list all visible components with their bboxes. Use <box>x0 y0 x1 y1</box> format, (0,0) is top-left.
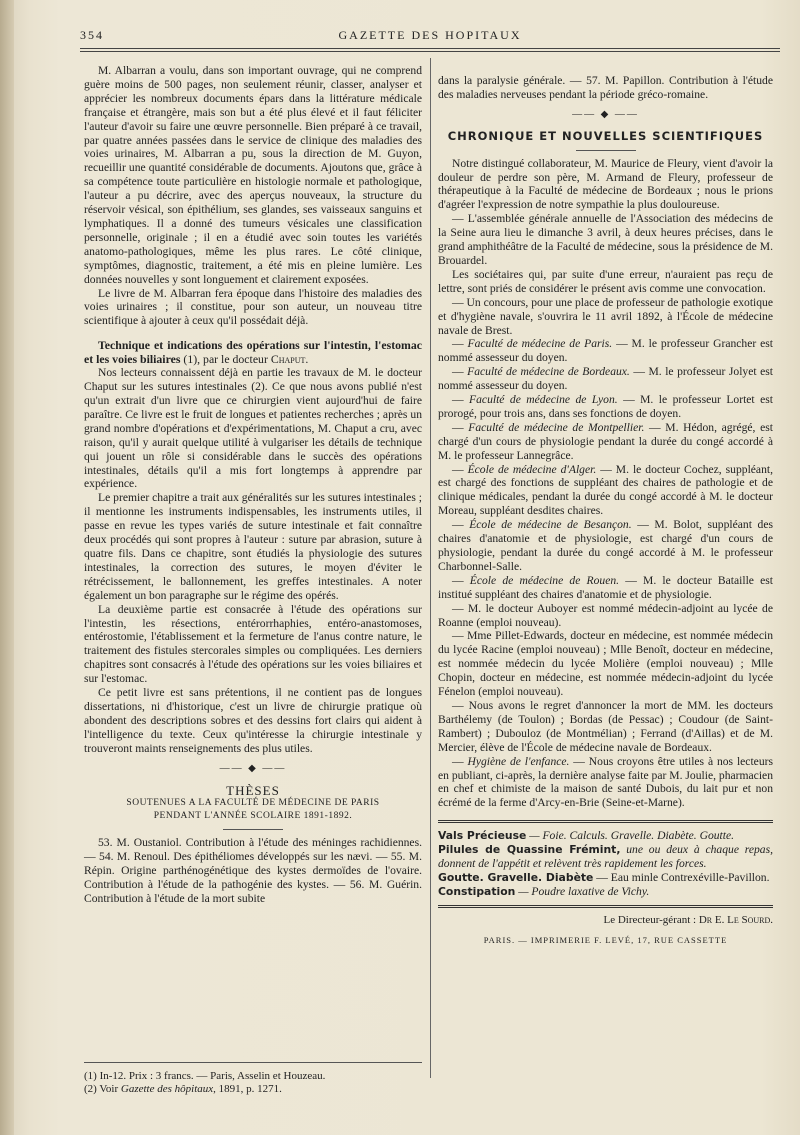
paragraph: Ce petit livre est sans prétentions, il ne contient pas de longues dissertations, ni d'historique, c'est un livre de chirurgie pratique où abondent des descriptions sobres et des dessins fort clairs qui aident à l'intelligence du texte. Ceux qu'intéresse la chirurgie intestinale y trouveront maints renseignements des plus utiles. <box>84 686 422 755</box>
paragraph: — L'assemblée générale annuelle de l'Association des médecins de la Seine aura lieu le dimanche 3 avril, à deux heures précises, dans le grand amphithéâtre de la Faculté de médecine, sous la présidence de M. Brouardel. <box>438 212 773 267</box>
left-column <box>84 64 422 906</box>
paragraph: Le livre de M. Albarran fera époque dans l'histoire des maladies des voies urinaires ; il constitue, pour son auteur, un nouveau titre scientifique à ajouter à ceux qu'il possédait déjà. <box>84 286 422 328</box>
advertisement: Pilules de Quassine Frémint, une ou deux à chaque repas, donnent de l'appétit et relèvent très rapidement les forces. <box>438 843 773 871</box>
page-number: 354 <box>80 28 104 42</box>
header-rule <box>80 48 780 52</box>
binding-spine <box>0 0 14 1135</box>
advertisement: Goutte. Gravelle. Diabète — Eau minle Contrexéville-Pavillon. <box>438 870 770 884</box>
paragraph: — M. le docteur Auboyer est nommé médecin-adjoint au lycée de Roanne (emploi nouveau). <box>438 601 773 629</box>
news-item: — Faculté de médecine de Montpellier. — M. Hédon, agrégé, est chargé d'un cours de physiologie pendant la durée du congé accordé à M. le professeur Lannegrâce. <box>438 420 773 462</box>
ad-rule <box>438 820 773 823</box>
paragraph: La deuxième partie est consacrée à l'étude des opérations sur l'intestin, les résections, entérorrhaphies, entéro-anastomoses, entérostomie, l'établissement et la fermeture de l'anus contre nature, le traitement des fistules stercorales simples ou compliquées. Les derniers chapitres sont consacrés à l'étude des opérations sur les voies biliaires et sur l'estomac. <box>84 602 422 686</box>
theses-subtitle: SOUTENUES A LA FACULTÉ DE MÉDECINE DE PARIS <box>126 798 380 809</box>
section-heading <box>84 338 422 366</box>
ad-rule <box>438 905 773 908</box>
news-item: — École de médecine de Besançon. — M. Bolot, suppléant des chaires d'anatomie et de physiologie, est chargé d'un cours de physiologie, pendant la durée du congé accordé à M. le professeur Charbonnel-Salle. <box>438 518 773 573</box>
right-column <box>438 74 773 948</box>
page-title: GAZETTE DES HOPITAUX <box>338 28 522 42</box>
advertisement: Vals Précieuse — Foie. Calculs. Gravelle. Diabète. Goutte. <box>438 829 735 843</box>
divider <box>576 150 636 151</box>
paragraph: M. Albarran a voulu, dans son important ouvrage, qui ne comprend guère moins de 500 pages, non seulement réunir, classer, analyser et apprécier les nombreux documents épars dans la littérature médicale française et étrangère, mais son but a été plus élevé et il faut féliciter l'auteur d'avoir su faire une œuvre personnelle. Bien préparé à ce travail, par quatre années passées dans le service de clinique des maladies des voies urinaires, M. Albarran a pu, sous la direction de M. Guyon, recueillir une quantité considérable de documents. Ajoutons que, grâce à sa compétence toute particulière en histologie normale et pathologique, l'auteur a pu décrire, avec des aperçus nouveaux, la structure du réservoir vésical, son épithélium, ses glandes, ses vaisseaux sanguins et lymphatiques. Il a donné des tumeurs vésicales une classification personnelle, originale ; il en a étudié avec soin toutes les variétés anatomo-pathologiques, même les plus rares. Le côté clinique, symptômes, diagnostic, traitement, a été mis en pleine lumière. Les données nouvelles y sont longuement et clairement exposées. <box>84 64 422 286</box>
printer-imprint: PARIS. — IMPRIMERIE F. LEVÉ, 17, RUE CASSETTE <box>483 934 728 945</box>
advertisements <box>438 820 773 908</box>
paragraph: Notre distingué collaborateur, M. Maurice de Fleury, vient d'avoir la douleur de perdre son père, M. Armand de Fleury, professeur de thérapeutique à la Faculté de médecine de Bordeaux ; nous le prions d'agréer l'expression de notre sympathie la plus douloureuse. <box>438 156 773 212</box>
section-heading-author: Chaput. <box>270 352 309 367</box>
news-item: — Hygiène de l'enfance. — Nous croyons être utiles à nos lecteurs en publiant, ci-après, la dernière analyse faite par M. Joulie, pharmacien en chef et chimiste de la maison de santé Dubois, du lait pur et non écrémé de la ferme d'Arcy-en-Brie (Seine-et-Marne). <box>438 754 773 810</box>
theses-list: 53. M. Oustaniol. Contribution à l'étude des méninges rachidiennes. — 54. M. Renoul. Des épithéliomes développés sur les nævi. — 55. M. Répin. Origine parthénogénétique des kystes dermoïdes de l'ovaire. Contribution à l'étude de la pathogénie des kystes. — 56. M. Guérin. Contribution à l'étude de la mort subite <box>84 836 422 906</box>
theses-continuation: dans la paralysie générale. — 57. M. Papillon. Contribution à l'étude des maladies nerveuses pendant la période gréco-romaine. <box>438 74 773 101</box>
paragraph: Nos lecteurs connaissent déjà en partie les travaux de M. le docteur Chaput sur les sutures intestinales (2). Ce que nous avons publié n'est qu'un extrait d'un livre que ce chirurgien vient aujourd'hui de faire paraître. Ce livre est le fruit de longues et patientes recherches ; après un grand nombre d'opérations et d'expérimentations, M. Chaput a cru, avec raison, qu'il y aurait quelque utilité à vulgariser les détails de technique qui jouent un rôle si considérable dans le succès des opérations intestinales, détails qu'il a mis fort longtemps à apprendre par expérience. <box>84 366 422 491</box>
theses-subtitle: PENDANT L'ANNÉE SCOLAIRE 1891-1892. <box>153 811 353 822</box>
section-heading-title: Technique et indications des opérations sur l'intestin, l'estomac et les voies biliaires <box>84 338 422 367</box>
paragraph: Les sociétaires qui, par suite d'une erreur, n'auraient pas reçu de lettre, sont priés de considérer le présent avis comme une convocation. <box>438 267 773 295</box>
news-item: — Faculté de médecine de Bordeaux. — M. le professeur Jolyet est nommé assesseur du doyen. <box>438 365 773 393</box>
paragraph: — Nous avons le regret d'annoncer la mort de MM. les docteurs Barthélemy (de Toulon) ; Bordas (de Pessac) ; Coudour (de Saint-Rambert) ; Dubouloz (de Montmélian) ; Ferrand (d'Aillas) et de M. Mercier, élève de l'École de médecine navale de Bordeaux. <box>438 698 773 754</box>
divider <box>223 829 283 830</box>
paragraph: Le premier chapitre a trait aux généralités sur les sutures intestinales ; il mentionne les instruments indispensables, les instruments utiles, il passe en revue les types variés de suture intestinale et fait connaître deux procédés qui sont propres à l'auteur : suture par abrasion, suture à quatre fils. Dans ce chapitre, sont étudiés la physiologie des sutures intestinales, la correction des sutures, le moyen d'éviter le rétrécissement, le ballonnement, les greffes intestinales. A noter également un bon paragraphe sur le régime des opérés. <box>84 491 422 602</box>
ornament-divider: —— ◆ —— <box>219 762 287 774</box>
footnote-rule <box>84 1062 422 1063</box>
ornament-divider: —— ◆ —— <box>572 108 639 120</box>
page-header <box>80 28 780 50</box>
footnote: (1) In-12. Prix : 3 francs. — Paris, Asselin et Houzeau. <box>84 1070 326 1082</box>
news-item: — École de médecine d'Alger. — M. le docteur Cochez, suppléant, est chargé des fonctions de suppléant des chaires de pathologie et de clinique médicales, pendant la durée du congé accordé à M. le docteur Moreau, suppléant desdites chaires. <box>438 462 773 518</box>
theses-title: THÈSES <box>226 782 280 798</box>
news-item: — École de médecine de Rouen. — M. le docteur Bataille est institué suppléant des chaires d'anatomie et de physiologie. <box>438 573 773 601</box>
paragraph: — Un concours, pour une place de professeur de pathologie exotique et d'hygiène navale, s'ouvrira le 11 avril 1892, à l'École de médecine navale de Brest. <box>438 295 773 337</box>
column-divider <box>430 58 431 1078</box>
section-heading-ref: (1), par le docteur <box>180 352 271 367</box>
news-item: — Faculté de médecine de Lyon. — M. le professeur Lortet est prorogé, pour trois ans, dans ses fonctions de doyen. <box>438 393 773 420</box>
director-signature: Le Directeur-gérant : Dr E. Le Sourd. <box>603 913 773 926</box>
news-item: — Faculté de médecine de Paris. — M. le professeur Grancher est nommé assesseur du doyen. <box>438 337 773 365</box>
advertisement: Constipation — Poudre laxative de Vichy. <box>438 884 650 898</box>
footnotes <box>84 1070 422 1096</box>
paragraph: — Mme Pillet-Edwards, docteur en médecine, est nommée médecin du lycée Racine (emploi nouveau) ; Mlle Benoît, docteur en médecine, est nommée médecin du lycée Molière (emploi nouveau) ; Mlle Chopin, docteur en médecine, est nommée médecin-adjoint du lycée Fénelon (emploi nouveau). <box>438 629 773 699</box>
footnote: (2) Voir Gazette des hôpitaux, 1891, p. 1271. <box>84 1083 282 1095</box>
chronicle-title: CHRONIQUE ET NOUVELLES SCIENTIFIQUES <box>447 128 764 143</box>
